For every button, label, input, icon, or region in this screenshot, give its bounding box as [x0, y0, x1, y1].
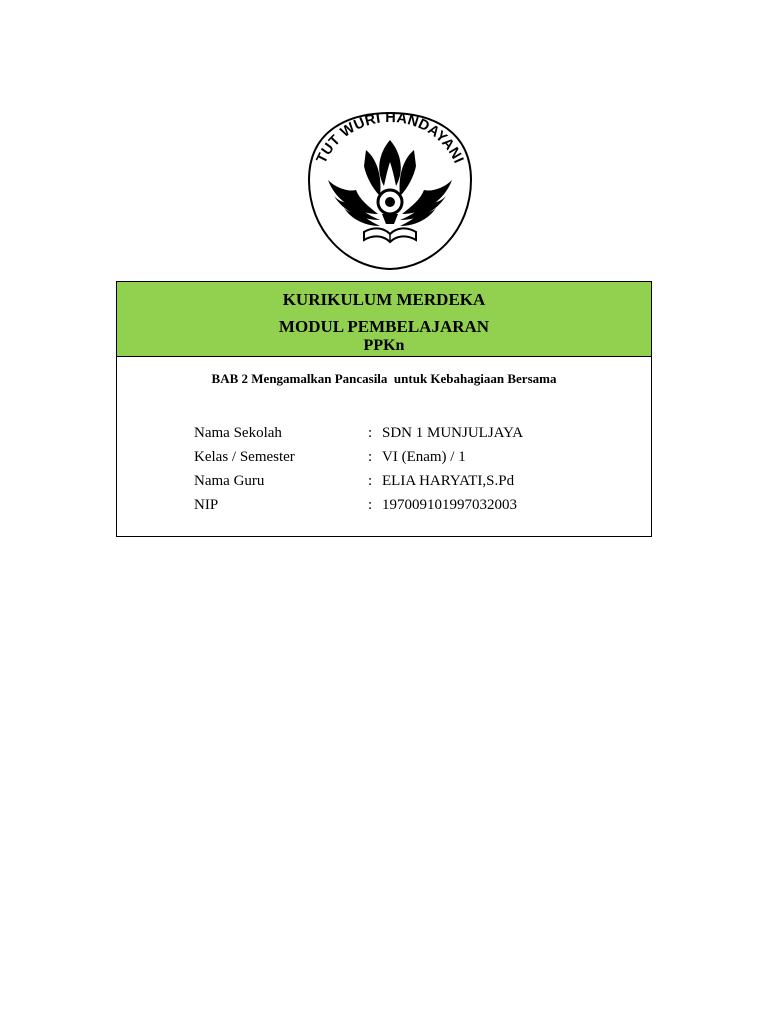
info-separator: :	[368, 449, 373, 465]
tut-wuri-handayani-logo	[306, 110, 474, 272]
title-band	[117, 282, 651, 357]
info-value: ELIA HARYATI,S.Pd	[382, 473, 515, 489]
info-value: SDN 1 MUNJULJAYA	[382, 425, 524, 441]
info-row-school	[194, 423, 634, 443]
curriculum-title: KURIKULUM MERDEKA	[282, 290, 486, 309]
info-label: Nama Sekolah	[194, 425, 282, 441]
info-value: VI (Enam) / 1	[382, 449, 466, 465]
info-label: Kelas / Semester	[194, 449, 295, 465]
subject-title: PPKn	[363, 337, 405, 354]
info-label: Nama Guru	[194, 473, 265, 489]
info-row-teacher	[194, 471, 634, 491]
info-label: NIP	[194, 497, 219, 513]
module-title: MODUL PEMBELAJARAN	[278, 317, 490, 336]
logo-motto: TUT WURI HANDAYANI	[313, 110, 467, 167]
info-separator: :	[368, 497, 373, 513]
info-value: 197009101997032003	[382, 497, 517, 513]
logo-emblem-icon	[306, 110, 474, 272]
module-cover-box	[116, 281, 652, 537]
info-row-class-semester	[194, 447, 634, 467]
info-separator: :	[368, 425, 373, 441]
info-separator: :	[368, 473, 373, 489]
chapter-title: BAB 2 Mengamalkan Pancasila untuk Kebahagiaan Bersama	[211, 371, 557, 386]
info-row-nip	[194, 495, 634, 515]
